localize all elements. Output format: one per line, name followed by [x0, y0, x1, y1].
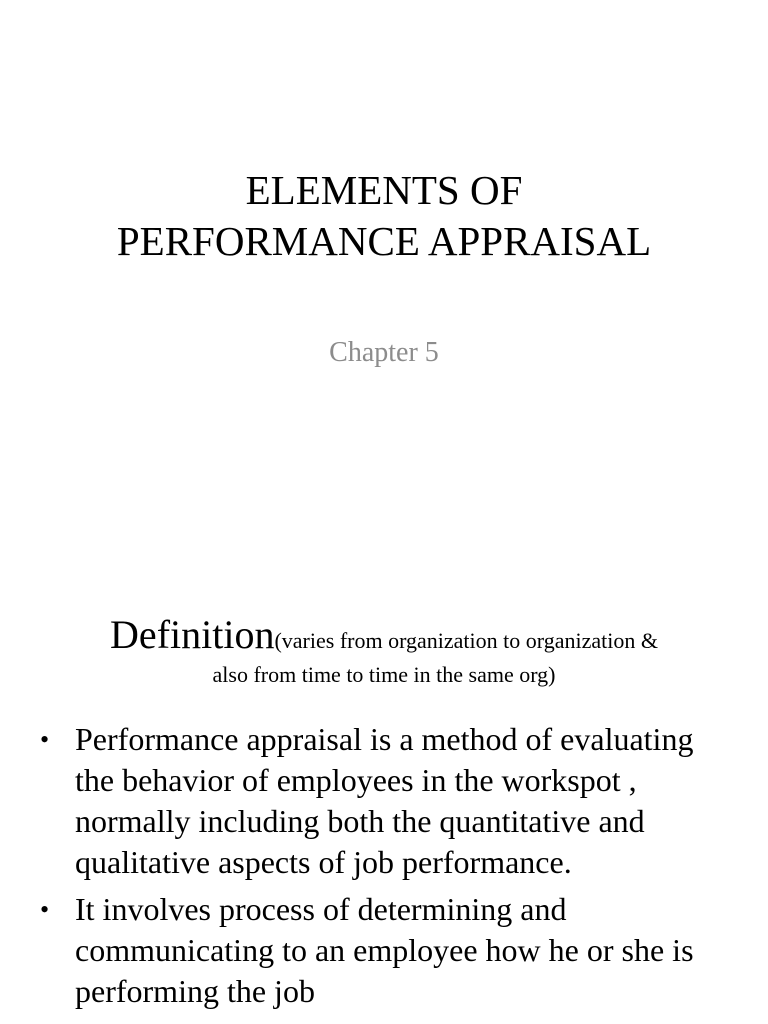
definition-note-part-2: also from time to time in the same org): [212, 662, 556, 687]
definition-word: Definition: [110, 612, 275, 657]
definition-heading: [0, 611, 768, 659]
bullet-list: [40, 719, 730, 1018]
slide-title: [0, 165, 768, 267]
bullet-text-2: It involves process of determining and communicating to an employee how he or she is performing the job: [75, 891, 694, 1009]
slide-title-line-2: PERFORMANCE APPRAISAL: [116, 218, 652, 264]
bullet-item-2: [40, 889, 730, 1012]
slide-subtitle: Chapter 5: [329, 337, 439, 368]
definition-note-part-1: (varies from organization to organization &: [274, 628, 658, 653]
slide-title-line-1: ELEMENTS OF: [245, 167, 523, 213]
bullet-marker: •: [40, 725, 50, 754]
bullet-marker: •: [40, 895, 50, 924]
bullet-item-1: [40, 719, 730, 883]
bullet-text-1: Performance appraisal is a method of evaluating the behavior of employees in the workspot , normally including both the quantitative and qualitative aspects of job performance.: [75, 721, 694, 880]
definition-slide: [0, 576, 768, 1024]
